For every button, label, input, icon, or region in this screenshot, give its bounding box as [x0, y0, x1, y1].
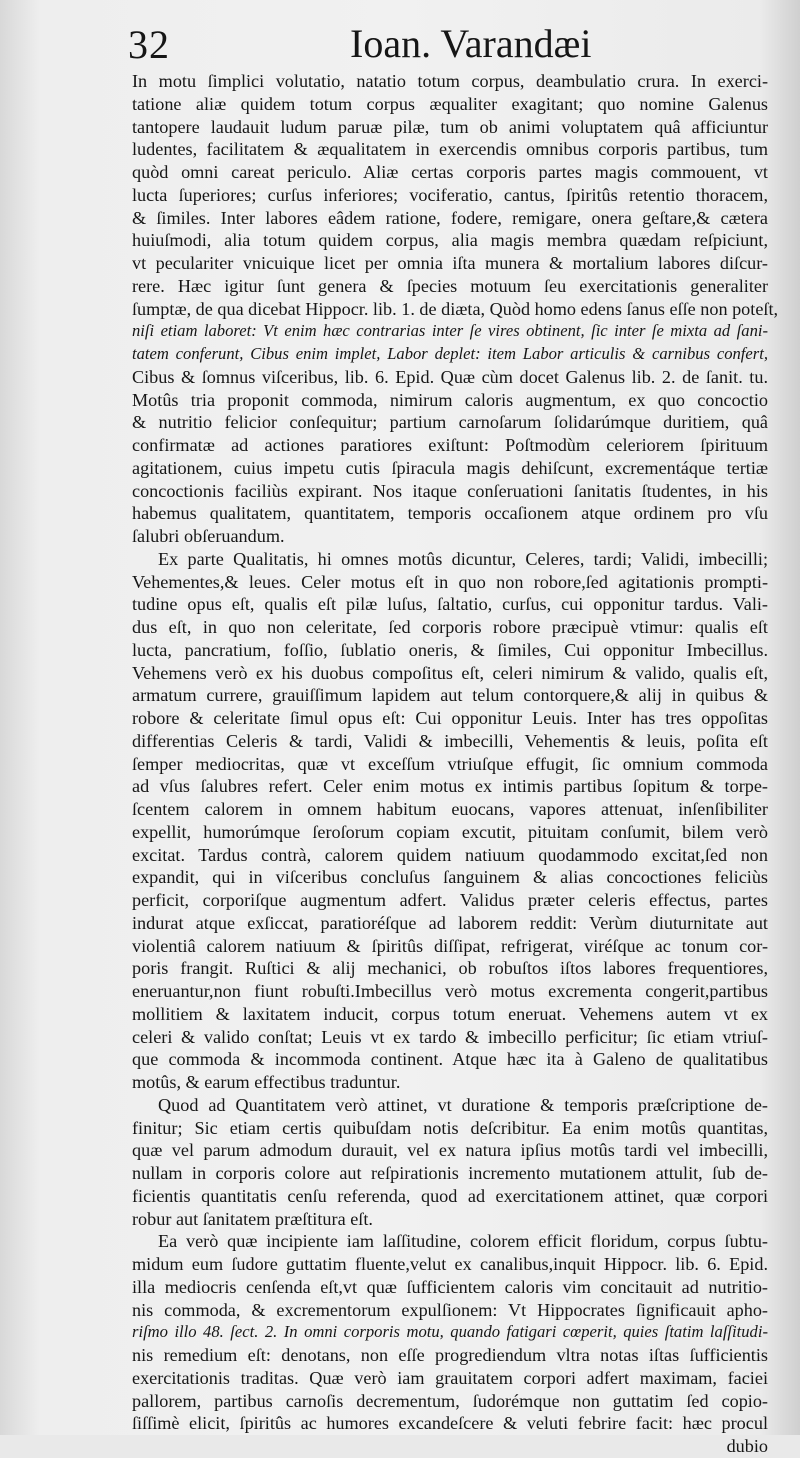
text-line: vt peculariter vnicuique licet per omnia iſta munera & mortalium labores diſcur-: [132, 253, 768, 273]
text-line: huiuſmodi, alia totum quidem corpus, alia magis membra quædam reſpiciunt,: [132, 230, 768, 251]
running-head: [128, 18, 598, 74]
text-line: lucta, pancratium, foſſio, ſublatio oneris, & ſimiles, Cui opponitur Imbecillus.: [132, 639, 768, 660]
page-number: 32: [128, 22, 170, 67]
text-line: quòd omni careat periculo. Aliæ certas corporis partes magis commouent, vt: [132, 162, 768, 182]
text-line: nis remedium eſt: denotans, non eſſe progrediendum vltra notas iſtas ſufficientis: [132, 1345, 768, 1365]
text-line: Quod ad Quantitatem verò attinet, vt duratione & temporis præſcriptione de-: [158, 1094, 768, 1115]
running-title: Ioan. Varandæi: [350, 21, 592, 66]
text-line: tudine opus eſt, qualis eſt pilæ luſus, ſaltatio, curſus, cui opponitur tardus. Vali-: [132, 594, 768, 615]
text-line: Ex parte Qualitatis, hi omnes motûs dicuntur, Celeres, tardi; Validi, imbecilli;: [158, 548, 768, 569]
text-line: & nutritio felicior conſequitur; partium carnoſarum ſolidarúmque duritiem, quâ: [132, 412, 768, 433]
text-line: dus eſt, in quo non celeritate, ſed corporis robore præcipuè vtimur: qualis eſt: [132, 617, 768, 637]
text-line: poris frangit. Ruſtici & alij mechanici, ob robuſtos iſtos labores frequentiores,: [132, 958, 768, 979]
text-line: ficientis quantitatis cenſu referenda, quod ad exercitationem attinet, quæ corpori: [132, 1185, 768, 1206]
text-line: In motu ſimplici volutatio, natatio totum corpus, deambulatio crura. In exerci-: [132, 71, 768, 91]
text-line: differentias Celeris & tardi, Validi & imbecilli, Vehementis & leuis, poſita eſt: [132, 730, 768, 751]
text-line: confirmatæ ad actiones paratiores exiſtunt: Poſtmodùm celeriorem ſpirituum: [132, 435, 768, 455]
text-line: ſiſſimè elicit, ſpiritûs ac humores excandeſcere & veluti febrire facit: hæc procul: [132, 1413, 768, 1434]
text-line: ludentes, facilitatem & æqualitatem in exercendis omnibus corporis partibus, tum: [132, 139, 768, 160]
text-line: habemus qualitatem, quantitatem, temporis occaſionem atque ordinem pro vſu: [132, 503, 768, 524]
text-line: tatione aliæ quidem totum corpus æqualiter exagitant; quo nomine Galenus: [132, 93, 768, 114]
text-line: que commoda & incommoda continent. Atque hæc ita à Galeno de qualitatibus: [132, 1049, 768, 1070]
text-line: armatum currere, grauiſſimum lapidem aut telum contorquere,& alij in quibus &: [132, 685, 768, 706]
body-text: [132, 70, 779, 1458]
text-line: Vehementes,& leues. Celer motus eſt in quo non robore,ſed agitationis prompti-: [132, 571, 768, 592]
text-line: dubio: [726, 1436, 768, 1456]
text-line: lucta ſuperiores; curſus inferiores; vociferatio, cantus, ſpiritûs retentio thoracem,: [132, 184, 768, 205]
text-line: agitationem, cuius impetu cutis ſpiracula magis dehiſcunt, excrementáque tertiæ: [132, 457, 768, 478]
text-line: nullam in corporis colore aut reſpirationis incremento mutationem attulit, ſub de-: [132, 1163, 768, 1183]
text-line: & ſimiles. Inter labores eâdem ratione, fodere, remigare, onera geſtare,& cætera: [132, 207, 768, 228]
text-line: mollitiem & laxitatem inducit, corpus totum eneruat. Vehemens autem vt ex: [132, 1003, 768, 1024]
text-line: violentiâ calorem natiuum & ſpiritûs diſſipat, refrigerat, viréſque ac tonum cor-: [132, 935, 768, 956]
text-line: ſumptæ, de qua dicebat Hippocr. lib. 1. de diæta, Quòd homo edens ſanus eſſe non poteſt,: [132, 298, 779, 319]
text-line: tatem conferunt, Cibus enim implet, Labor deplet: item Labor articulis & carnibus confert,: [132, 344, 768, 363]
text-line: expellit, humorúmque ſeroſorum copiam excutit, pituitam conſumit, bilem verò: [132, 821, 768, 842]
text-line: tantopere laudauit ludum paruæ pilæ, tum ob animi voluptatem quâ afficiuntur: [132, 116, 768, 137]
text-line: concoctionis faciliùs expirant. Nos itaque conſeruationi ſanitatis ſtudentes, in his: [132, 480, 768, 501]
text-line: Motûs tria proponit commoda, nimirum caloris augmentum, ex quo concoctio: [132, 389, 768, 410]
text-line: celeri & valido conſtat; Leuis vt ex tardo & imbecillo perficitur; ſic etiam vtriuſ-: [132, 1026, 768, 1047]
text-line: niſi etiam laboret: Vt enim hæc contrarias inter ſe vires obtinent, ſic inter ſe mixta ad ſani-: [132, 321, 768, 341]
text-line: finitur; Sic etiam certis quibuſdam notis deſcribitur. Ea enim motûs quantitas,: [132, 1117, 768, 1138]
text-line: motûs, & earum effectibus traduntur.: [132, 1072, 401, 1092]
text-line: Cibus & ſomnus viſceribus, lib. 6. Epid. Quæ cùm docet Galenus lib. 2. de ſanit. tu.: [132, 366, 768, 387]
text-line: nis commoda, & excrementorum expulſionem: Vt Hippocrates ſignificauit apho-: [132, 1299, 768, 1320]
text-line: perficit, corporiſque augmentum adfert. Validus præter celeris effectus, partes: [132, 890, 768, 910]
text-line: ſalubri obſeruandum.: [132, 526, 285, 546]
text-line: ad vſus ſalubres refert. Celer enim motus ex intimis partibus ſopitum & torpe-: [132, 776, 768, 797]
text-line: Vehemens verò ex his duobus compoſitus eſt, celeri nimirum & valido, qualis eſt,: [132, 662, 768, 683]
text-line: expandit, qui in viſceribus concluſus ſanguinem & alias concoctiones feliciùs: [132, 867, 768, 888]
text-line: ſcentem calorem in omnem habitum euocans, vapores attenuat, inſenſibiliter: [132, 799, 768, 819]
text-line: illa mediocris cenſenda eſt,vt quæ ſufficientem caloris vim concitauit ad nutritio-: [132, 1276, 768, 1297]
text-line: rere. Hæc igitur ſunt genera & ſpecies motuum ſeu exercitationis generaliter: [132, 275, 768, 296]
text-line: ſemper mediocritas, quæ vt exceſſum vtriuſque effugit, ſic omnium commoda: [132, 753, 768, 774]
text-line: Ea verò quæ incipiente iam laſſitudine, colorem efficit floridum, corpus ſubtu-: [158, 1231, 768, 1252]
text-line: riſmo illo 48. ſect. 2. In omni corporis motu, quando fatigari cœperit, quies ſtatim laſſitudi-: [132, 1322, 768, 1342]
text-line: excitat. Tardus contrà, calorem quidem natiuum quodammodo excitat,ſed non: [132, 844, 768, 865]
text-line: robore & celeritate ſimul opus eſt: Cui opponitur Leuis. Inter has tres oppoſitas: [132, 708, 768, 728]
text-line: eneruantur,non fiunt robuſti.Imbecillus verò motus excrementa congerit,partibus: [132, 981, 768, 1001]
text-line: exercitationis traditas. Quæ verò iam grauitatem corpori adfert maximam, faciei: [132, 1367, 768, 1388]
text-line: robur aut ſanitatem præſtitura eſt.: [132, 1208, 373, 1229]
text-line: indurat atque exſiccat, paratioréſque ad laborem reddit: Verùm diuturnitate aut: [132, 912, 768, 933]
text-line: midum eum ſudore guttatim fluente,velut ex canalibus,inquit Hippocr. lib. 6. Epid.: [132, 1254, 768, 1274]
text-line: quæ vel parum admodum durauit, vel ex natura ipſius motûs tardi vel imbecilli,: [132, 1140, 768, 1161]
text-line: pallorem, partibus carnoſis decrementum, ſudorémque non guttatim ſed copio-: [132, 1390, 768, 1411]
